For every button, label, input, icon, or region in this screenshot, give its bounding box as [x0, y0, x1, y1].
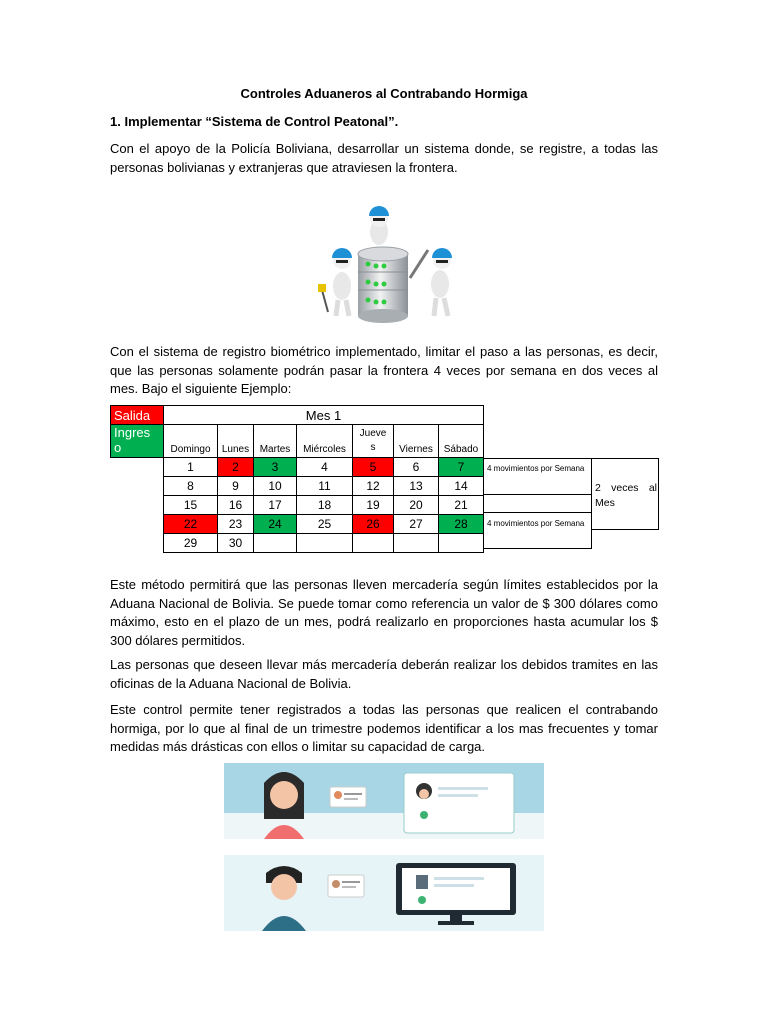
paragraph-control: Este control permite tener registrados a todas las personas que realicen el contrabando hormiga, por lo que al final de un trimestre podemos identificar a los mas frecuentes y tomar medidas más drásticas con ellos o limitar su capacidad de carga. — [110, 702, 658, 754]
day-cell — [353, 534, 394, 553]
day-cell — [394, 534, 439, 553]
day-cell: 25 — [297, 515, 353, 534]
day-cell-salida: 22 — [164, 515, 218, 534]
day-cell: 20 — [394, 496, 439, 515]
paragraph-method: Este método permitirá que las personas lleven mercadería según límites establecidos por la Aduana Nacional de Bolivia. Se puede tomar como referencia un valor de $ 300 dólares como máximo, esto en el plazo de un mes, podrá realizarlo en proporciones hasta acumular los $ 300 dólares permitidos. — [110, 577, 658, 648]
calendar-table — [110, 405, 484, 553]
day-cell-salida: 26 — [353, 515, 394, 534]
day-cell — [297, 534, 353, 553]
month-header: Mes 1 — [164, 406, 484, 425]
day-cell: 15 — [164, 496, 218, 515]
note-movimientos-2: 4 movimientos por Semana — [487, 519, 585, 528]
ingreso-label: Ingres o — [111, 425, 164, 458]
day-cell: 10 — [254, 477, 297, 496]
day-cell: 1 — [164, 458, 218, 477]
day-cell: 21 — [439, 496, 484, 515]
paragraph-biometric: Con el sistema de registro biométrico implementado, limitar el paso a las personas, es decir, que las personas solamente podrán pasar la frontera 4 veces por semana en dos veces al mes. Bajo el siguiente Ejemplo: — [110, 344, 658, 396]
section-heading: 1. Implementar “Sistema de Control Peatonal”. — [110, 114, 399, 129]
day-cell: 18 — [297, 496, 353, 515]
database-workers-illustration — [300, 204, 470, 324]
day-cell: 6 — [394, 458, 439, 477]
day-header-jueves: Jueve s — [353, 425, 394, 458]
day-cell: 11 — [297, 477, 353, 496]
document-title: Controles Aduaneros al Contrabando Hormiga — [240, 86, 528, 101]
id-verification-illustration — [224, 763, 544, 931]
day-cell: 30 — [218, 534, 254, 553]
day-cell — [439, 534, 484, 553]
day-cell-ingreso: 7 — [439, 458, 484, 477]
paragraph-procedures: Las personas que deseen llevar más mercadería deberán realizar los debidos tramites en las oficinas de la Aduana Nacional de Bolivia. — [110, 657, 658, 691]
day-cell: 27 — [394, 515, 439, 534]
day-cell: 8 — [164, 477, 218, 496]
day-cell: 23 — [218, 515, 254, 534]
salida-label: Salida — [111, 406, 164, 425]
day-cell: 13 — [394, 477, 439, 496]
day-cell: 19 — [353, 496, 394, 515]
paragraph-intro: Con el apoyo de la Policía Boliviana, desarrollar un sistema donde, se registre, a todas las personas bolivianas y extranjeras que atraviesen la frontera. — [110, 141, 658, 175]
day-cell: 9 — [218, 477, 254, 496]
day-cell-salida: 2 — [218, 458, 254, 477]
day-cell: 29 — [164, 534, 218, 553]
day-cell-ingreso: 28 — [439, 515, 484, 534]
day-header-viernes: Viernes — [394, 425, 439, 458]
day-cell-ingreso: 24 — [254, 515, 297, 534]
day-cell-ingreso: 3 — [254, 458, 297, 477]
note-movimientos-1: 4 movimientos por Semana — [487, 464, 585, 473]
day-cell-salida: 5 — [353, 458, 394, 477]
day-header-lunes: Lunes — [218, 425, 254, 458]
note-box-empty — [483, 494, 592, 513]
note-veces-mes: 2 veces al Mes — [595, 482, 657, 509]
day-cell — [254, 534, 297, 553]
day-header-miercoles: Miércoles — [297, 425, 353, 458]
day-cell: 14 — [439, 477, 484, 496]
day-cell: 4 — [297, 458, 353, 477]
day-header-sabado: Sábado — [439, 425, 484, 458]
day-header-martes: Martes — [254, 425, 297, 458]
day-cell: 16 — [218, 496, 254, 515]
day-cell: 12 — [353, 477, 394, 496]
day-header-domingo: Domingo — [164, 425, 218, 458]
day-cell: 17 — [254, 496, 297, 515]
